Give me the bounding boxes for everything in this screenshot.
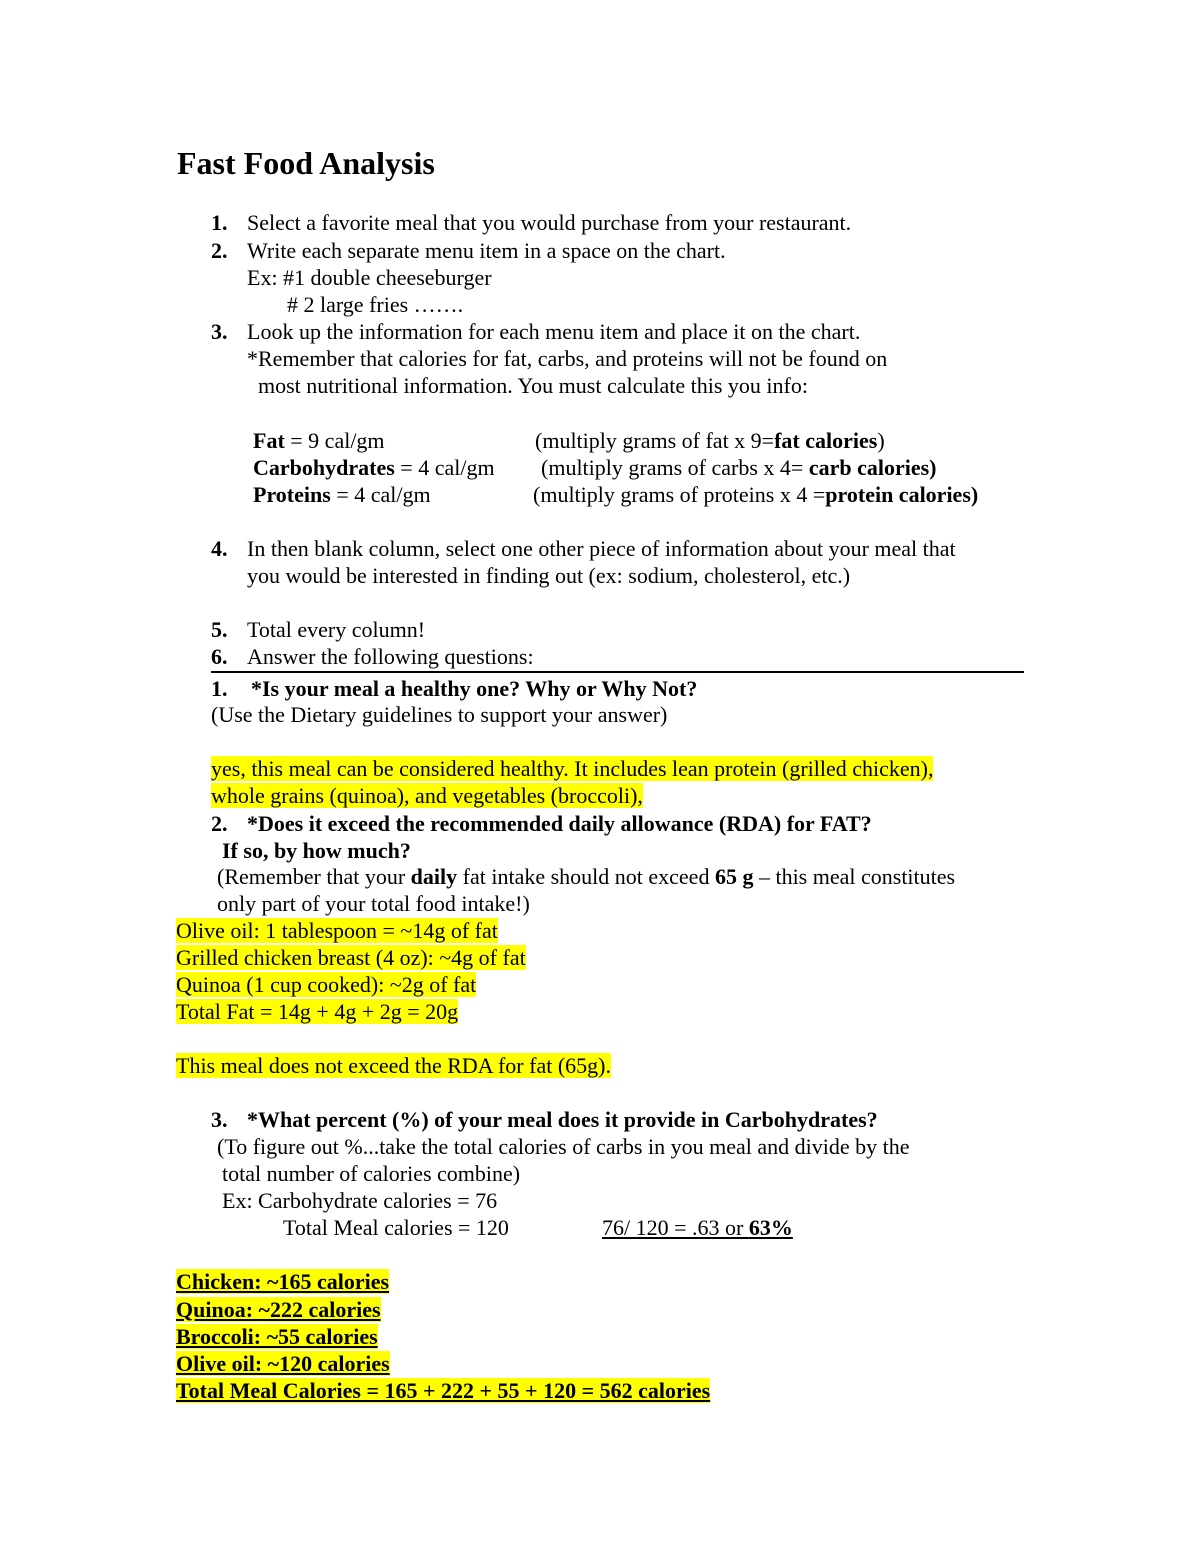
protein-formula-bold: protein calories) [825, 482, 979, 507]
hint-bold-limit: 65 g [714, 864, 754, 889]
step-number: 1. [211, 210, 228, 235]
question-1-answer-1 [211, 755, 933, 782]
fat-value: = 9 cal/gm [284, 428, 385, 453]
question-3-example-2: Total Meal calories = 120 [283, 1215, 509, 1240]
question-3-text: *What percent (%) of your meal does it provide in Carbohydrates? [247, 1107, 878, 1132]
step-6-text: Answer the following questions: [247, 644, 534, 669]
question-2-text-1: *Does it exceed the recommended daily allowance (RDA) for FAT? [247, 811, 872, 836]
question-number: 3. [211, 1107, 228, 1132]
step-number: 4. [211, 536, 228, 561]
fat-conclusion [176, 1052, 611, 1079]
question-1-text: *Is your meal a healthy one? Why or Why Not? [251, 676, 698, 701]
calorie-answer-line [176, 1350, 390, 1377]
fat-answer-line [176, 944, 526, 971]
step-number: 2. [211, 238, 228, 263]
step-2-example-1: Ex: #1 double cheeseburger [247, 265, 492, 290]
fat-conversion [253, 427, 385, 454]
carb-value: = 4 cal/gm [394, 455, 495, 480]
question-3-hint-2: total number of calories combine) [222, 1161, 521, 1186]
calorie-answer-line [176, 1296, 381, 1323]
question-2-hint-1 [217, 863, 955, 890]
page-title: Fast Food Analysis [177, 145, 435, 181]
hint-text: (Remember that your [217, 864, 411, 889]
answer-highlight: This meal does not exceed the RDA for fat (65g). [176, 1053, 611, 1078]
calorie-answer-line [176, 1268, 389, 1295]
fat-label: Fat [253, 428, 285, 453]
answer-highlight: Total Meal Calories = 165 + 222 + 55 + 120 = 562 calories [176, 1378, 711, 1403]
step-5-text: Total every column! [247, 617, 426, 642]
fat-formula-bold: fat calories [774, 428, 878, 453]
carb-formula-bold: carb calories) [808, 455, 937, 480]
calc-text: 76/ 120 = .63 or [602, 1215, 749, 1240]
question-3-example-calc [602, 1214, 793, 1241]
hint-bold-daily: daily [410, 864, 458, 889]
step-3-note-2: most nutritional information. You must calculate this you info: [258, 373, 808, 398]
fat-answer-total [176, 998, 458, 1025]
protein-conversion [253, 481, 431, 508]
carb-formula-text: (multiply grams of carbs x 4= [541, 455, 809, 480]
question-1-hint: (Use the Dietary guidelines to support your answer) [211, 702, 668, 727]
answer-highlight: Grilled chicken breast (4 oz): ~4g of fat [176, 945, 526, 970]
section-divider [211, 671, 1024, 673]
answer-highlight: Olive oil: ~120 calories [176, 1351, 390, 1376]
fat-formula-text: (multiply grams of fat x 9= [535, 428, 775, 453]
step-2-text: Write each separate menu item in a space on the chart. [247, 238, 726, 263]
question-3-hint-1: (To figure out %...take the total calories of carbs in you meal and divide by the [217, 1134, 910, 1159]
question-2-hint-2: only part of your total food intake!) [217, 891, 530, 916]
fat-formula-end: ) [877, 428, 885, 453]
question-number: 1. [211, 676, 228, 701]
answer-highlight: whole grains (quinoa), and vegetables (broccoli), [211, 783, 643, 808]
question-1-answer-2 [211, 782, 643, 809]
calorie-answer-line [176, 1323, 378, 1350]
step-2-example-2: # 2 large fries ……. [287, 292, 464, 317]
question-2-text-2: If so, by how much? [222, 838, 411, 863]
step-3-text: Look up the information for each menu item and place it on the chart. [247, 319, 861, 344]
answer-highlight: Broccoli: ~55 calories [176, 1324, 378, 1349]
answer-highlight: Quinoa (1 cup cooked): ~2g of fat [176, 972, 477, 997]
protein-label: Proteins [253, 482, 331, 507]
carb-conversion [253, 454, 495, 481]
step-number: 6. [211, 644, 228, 669]
step-1-text: Select a favorite meal that you would purchase from your restaurant. [247, 210, 852, 235]
carb-label: Carbohydrates [253, 455, 395, 480]
step-4-text-2: you would be interested in finding out (ex: sodium, cholesterol, etc.) [247, 563, 851, 588]
fat-formula [535, 427, 885, 454]
protein-value: = 4 cal/gm [330, 482, 431, 507]
calc-result: 63% [748, 1215, 793, 1240]
hint-text: fat intake should not exceed [457, 864, 715, 889]
answer-highlight: Chicken: ~165 calories [176, 1269, 390, 1294]
step-number: 5. [211, 617, 228, 642]
protein-formula-text: (multiply grams of proteins x 4 = [533, 482, 826, 507]
answer-highlight: Quinoa: ~222 calories [176, 1297, 381, 1322]
answer-highlight: Total Fat = 14g + 4g + 2g = 20g [176, 999, 459, 1024]
question-3-example-1: Ex: Carbohydrate calories = 76 [222, 1188, 498, 1213]
question-number: 2. [211, 811, 228, 836]
fat-answer-line [176, 971, 476, 998]
step-number: 3. [211, 319, 228, 344]
hint-text: – this meal constitutes [753, 864, 956, 889]
protein-formula [533, 481, 978, 508]
fat-answer-line [176, 917, 498, 944]
calorie-answer-total [176, 1377, 710, 1404]
carb-formula [541, 454, 936, 481]
answer-highlight: Olive oil: 1 tablespoon = ~14g of fat [176, 918, 498, 943]
answer-highlight: yes, this meal can be considered healthy. It includes lean protein (grilled chicken), [211, 756, 934, 781]
step-4-text-1: In then blank column, select one other piece of information about your meal that [247, 536, 956, 561]
step-3-note-1: *Remember that calories for fat, carbs, and proteins will not be found on [247, 346, 888, 371]
